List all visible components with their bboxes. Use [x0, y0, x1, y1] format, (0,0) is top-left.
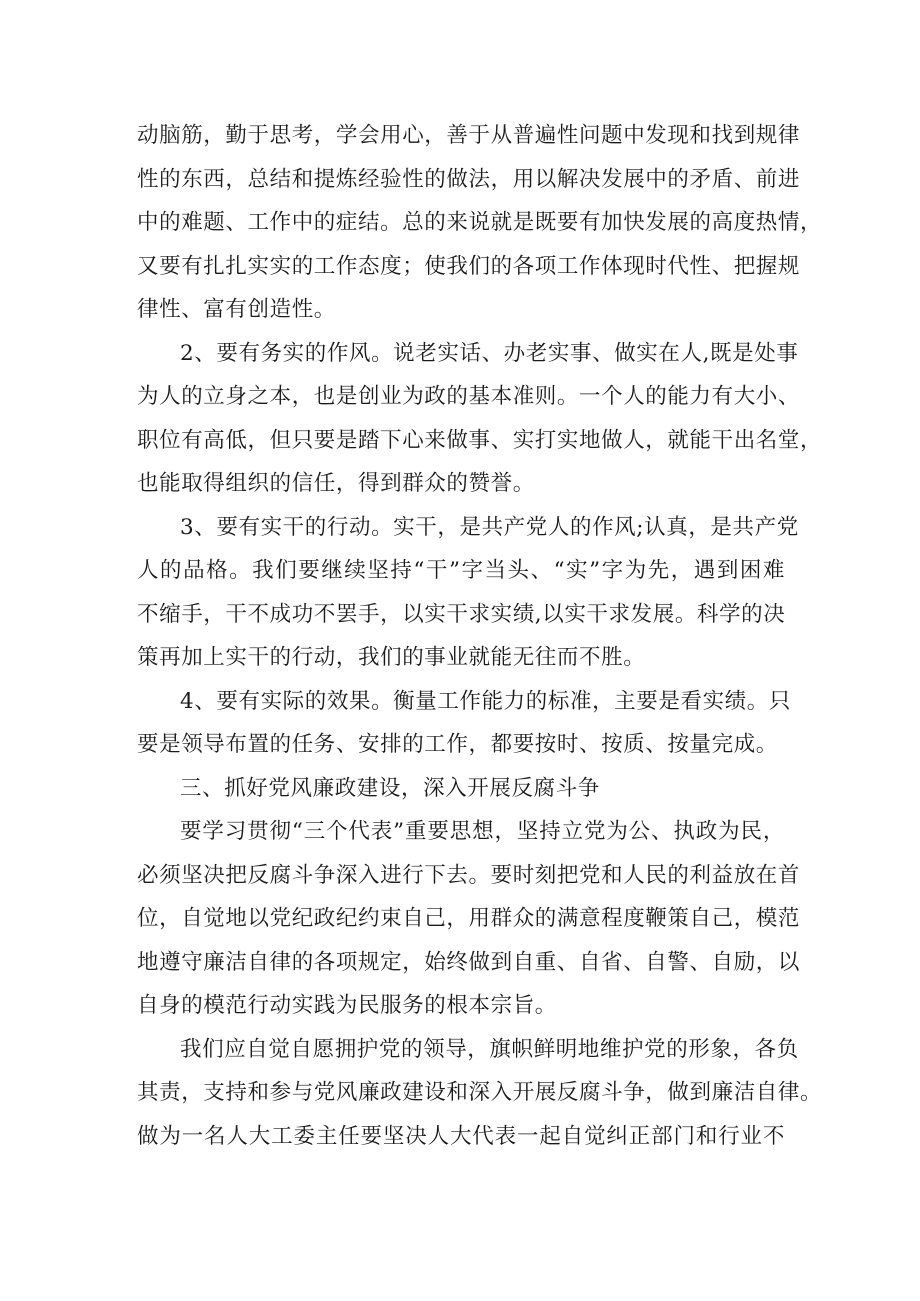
text-line: 又要有扎扎实实的工作态度；使我们的各项工作体现时代性、把握规: [137, 253, 801, 279]
paragraph-6-first-line: 我们应自觉自愿拥护党的领导，旗帜鲜明地维护党的形象，各负: [180, 1036, 799, 1062]
text-line: 中的难题、工作中的症结。总的来说就是既要有加快发展的高度热情，: [137, 210, 823, 235]
text-line: 为人的立身之本，也是创业为政的基本准则。一个人的能力有大小、: [137, 384, 801, 409]
section-heading: 三、抓好党风廉政建设，深入开展反腐斗争: [180, 775, 600, 801]
text-line: 做为一名人大工委主任要坚决人大代表一起自觉纠正部门和行业不: [137, 1123, 785, 1149]
text-line: 也能取得组织的信任，得到群众的赞誉。: [137, 471, 535, 496]
text-line: 策再加上实干的行动，我们的事业就能无往而不胜。: [137, 645, 646, 670]
paragraph-3-first-line: 3、要有实干的行动。实干，是共产党人的作风;认真，是共产党: [180, 514, 799, 540]
paragraph-4-first-line: 4、要有实际的效果。衡量工作能力的标准，主要是看实绩。只: [180, 688, 791, 714]
text-line: 要是领导布置的任务、安排的工作，都要按时、按质、按量完成。: [137, 732, 778, 757]
text-line: 不缩手，干不成功不罢手，以实干求实绩,以实干求发展。科学的决: [137, 601, 786, 627]
text-line: 律性、富有创造性。: [137, 297, 336, 322]
text-line: 职位有高低，但只要是踏下心来做事、实打实地做人，就能干出名堂，: [137, 427, 823, 453]
paragraph-2-first-line: 2、要有务实的作风。说老实话、办老实事、做实在人,既是处事: [180, 340, 799, 366]
text-line: 必须坚决把反腐斗争深入进行下去。要时刻把党和人民的利益放在首: [137, 862, 801, 888]
text-line: 动脑筋，勤于思考，学会用心，善于从普遍性问题中发现和找到规律: [137, 123, 801, 148]
text-line: 性的东西，总结和提炼经验性的做法，用以解决发展中的矛盾、前进: [137, 166, 801, 192]
paragraph-5-first-line: 要学习贯彻“三个代表”重要思想，坚持立党为公、执政为民，: [180, 819, 785, 844]
document-body: [137, 114, 823, 1158]
text-line: 人的品格。我们要继续坚持“干”字当头、“实”字为先，遇到困难: [137, 558, 785, 583]
text-line: 地遵守廉洁自律的各项规定，始终做到自重、自省、自警、自励，以: [137, 949, 801, 975]
text-line: 自身的模范行动实践为民服务的根本宗旨。: [137, 993, 557, 1018]
text-line: 位，自觉地以党纪政纪约束自己，用群众的满意程度鞭策自己，模范: [137, 906, 801, 931]
text-line: 其责，支持和参与党风廉政建设和深入开展反腐斗争，做到廉洁自律。: [137, 1080, 823, 1105]
